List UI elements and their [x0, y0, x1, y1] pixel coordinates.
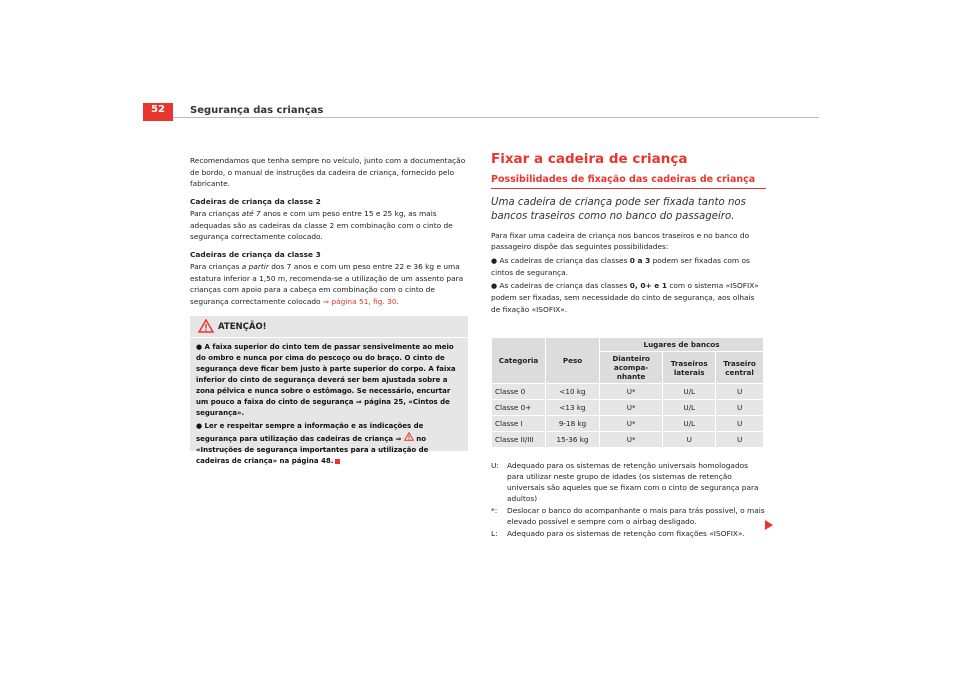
cell-weight: <10 kg	[546, 384, 600, 400]
right-column	[491, 150, 766, 315]
cell-weight: 15-36 kg	[546, 432, 600, 448]
legend-text: Adequado para os sistemas de retenção com fixações «ISOFIX».	[507, 529, 745, 538]
cell-rear-center: U	[716, 384, 764, 400]
header-category: Categoria	[492, 338, 546, 384]
header-divider	[173, 117, 819, 118]
warning-item-text: A faixa superior do cinto tem de passar sensivelmente ao meio do ombro e nunca por cima do pescoço ou do braço. O cinto de segurança deve ficar bem justo à parte superior do corpo. A faixa inferior do cinto de segurança deverá ser bem ajustada sobre a zona pélvica e nunca sobre o estômago. Se necessário, encurtar um pouco a faixa do cinto de segurança ⇒ página 25, «Cintos de segurança».	[196, 343, 456, 417]
left-column	[190, 155, 468, 313]
lead-paragraph: Uma cadeira de criança pode ser fixada tanto nos bancos traseiros como no banco do passageiro.	[491, 197, 746, 222]
class2-text-pre: Para crianças	[190, 209, 242, 218]
legend-item	[491, 528, 766, 539]
table-row	[492, 400, 764, 416]
warning-header	[190, 316, 468, 338]
section-title: Fixar a cadeira de criança	[491, 151, 688, 167]
legend-text: Deslocar o banco do acompanhante o mais para trás possível, o mais elevado possível e sempre com o airbag desligado.	[507, 506, 765, 526]
warning-title: ATENÇÃO!	[218, 322, 267, 332]
seat-positions-table	[491, 337, 764, 448]
legend-key: *:	[491, 506, 498, 515]
fixing-intro: Para fixar uma cadeira de criança nos bancos traseiros e no banco do passageiro dispõe das seguintes possibilidades:	[491, 231, 750, 252]
header-seat-places: Lugares de bancos	[600, 338, 764, 352]
class2-text-post: anos e com um peso entre 15 e 25 kg, as mais adequadas são as cadeiras da classe 2 em combinação com o cinto de segurança correctamente colocado.	[190, 209, 453, 241]
warning-box	[190, 316, 468, 465]
cell-weight: 9-18 kg	[546, 416, 600, 432]
warning-triangle-icon	[198, 319, 214, 333]
table-legend	[491, 460, 766, 540]
class2-heading: Cadeiras de criança da classe 2	[190, 196, 321, 206]
bullet-item	[491, 255, 766, 279]
warning-triangle-icon	[404, 432, 414, 441]
table-row	[492, 432, 764, 448]
bullet-item	[491, 280, 766, 315]
bullet-icon: ●	[491, 282, 498, 291]
bullet-text-post: com o sistema «ISOFIX» podem ser fixadas, sem necessidade do cinto de segurança, aos olhais de fixação «ISOFIX».	[491, 281, 759, 314]
table-header-row	[492, 338, 764, 352]
bullet-text-post: podem ser fixadas com os cintos de segurança.	[491, 255, 750, 277]
cell-category: Classe 0	[492, 384, 546, 400]
class3-text-post: dos 7 anos e com um peso entre 22 e 36 kg e uma estatura inferior a 1,50 m, recomenda-se a utilização de um assento para crianças com apoio para a cabeça em combinação com o cinto de segurança correctamente colocado	[190, 262, 464, 306]
class3-heading: Cadeiras de criança da classe 3	[190, 249, 321, 259]
header-weight: Peso	[546, 338, 600, 384]
warning-item-text-pre: Ler e respeitar sempre a informação e as indicações de segurança para utilização das cadeiras de criança ⇒	[196, 422, 424, 443]
cell-category: Classe I	[492, 416, 546, 432]
cell-front: U*	[600, 384, 663, 400]
class3-text-end: .	[396, 296, 399, 306]
class3-paragraph	[190, 261, 468, 307]
cell-category: Classe 0+	[492, 400, 546, 416]
cell-rear-side: U/L	[663, 384, 716, 400]
cell-front: U*	[600, 400, 663, 416]
class3-emphasis: a partir	[241, 262, 269, 271]
cell-front: U*	[600, 432, 663, 448]
table-row	[492, 416, 764, 432]
continue-arrow-icon[interactable]	[765, 520, 773, 530]
class2-emphasis: até 7	[241, 209, 261, 218]
header-rear-side: Traseiros laterais	[663, 352, 716, 384]
header-front-passenger: Dianteiro acompanhante	[600, 352, 663, 384]
bullet-icon: ●	[196, 422, 203, 430]
warning-body	[196, 342, 464, 469]
cell-weight: <13 kg	[546, 400, 600, 416]
header-rear-center: Traseiro central	[716, 352, 764, 384]
warning-item-text-post: no «Instruções de segurança importantes para a utilização de cadeiras de criança» na página 48.	[196, 435, 429, 465]
warning-item	[196, 421, 464, 467]
page-reference-link[interactable]: ⇒ página 51, fig. 30	[322, 296, 397, 306]
end-of-section-marker	[335, 459, 340, 464]
legend-key: U:	[491, 461, 499, 470]
legend-item	[491, 505, 766, 527]
class2-paragraph	[190, 208, 468, 243]
cell-rear-center: U	[716, 432, 764, 448]
subsection-title: Possibilidades de fixação das cadeiras de criança	[491, 174, 766, 189]
bullet-bold: 0, 0+ e 1	[629, 281, 667, 291]
cell-front: U*	[600, 416, 663, 432]
bullet-bold: 0 a 3	[629, 255, 651, 265]
cell-rear-side: U	[663, 432, 716, 448]
bullet-icon: ●	[491, 256, 498, 265]
page-header-title: Segurança das crianças	[190, 105, 324, 116]
cell-rear-center: U	[716, 400, 764, 416]
cell-category: Classe II/III	[492, 432, 546, 448]
bullet-text-pre: As cadeiras de criança das classes	[499, 255, 630, 265]
cell-rear-side: U/L	[663, 416, 716, 432]
cell-rear-center: U	[716, 416, 764, 432]
class3-text-pre: Para crianças	[190, 262, 242, 271]
warning-item	[196, 342, 464, 419]
bullet-icon: ●	[196, 343, 203, 351]
cell-rear-side: U/L	[663, 400, 716, 416]
legend-text: Adequado para os sistemas de retenção universais homologados para utilizar neste grupo de idades (os sistemas de retenção universais são aqueles que se fixam com o cinto de segurança para adultos)	[507, 461, 759, 503]
fixing-options	[491, 230, 766, 315]
table-row	[492, 384, 764, 400]
page-number: 52	[151, 104, 165, 115]
legend-key: L:	[491, 529, 498, 538]
legend-item	[491, 460, 766, 504]
intro-paragraph: Recomendamos que tenha sempre no veículo, junto com a documentação de bordo, o manual de instruções da cadeira de criança, fornecido pelo fabricante.	[190, 156, 466, 188]
bullet-text-pre: As cadeiras de criança das classes	[499, 281, 630, 291]
